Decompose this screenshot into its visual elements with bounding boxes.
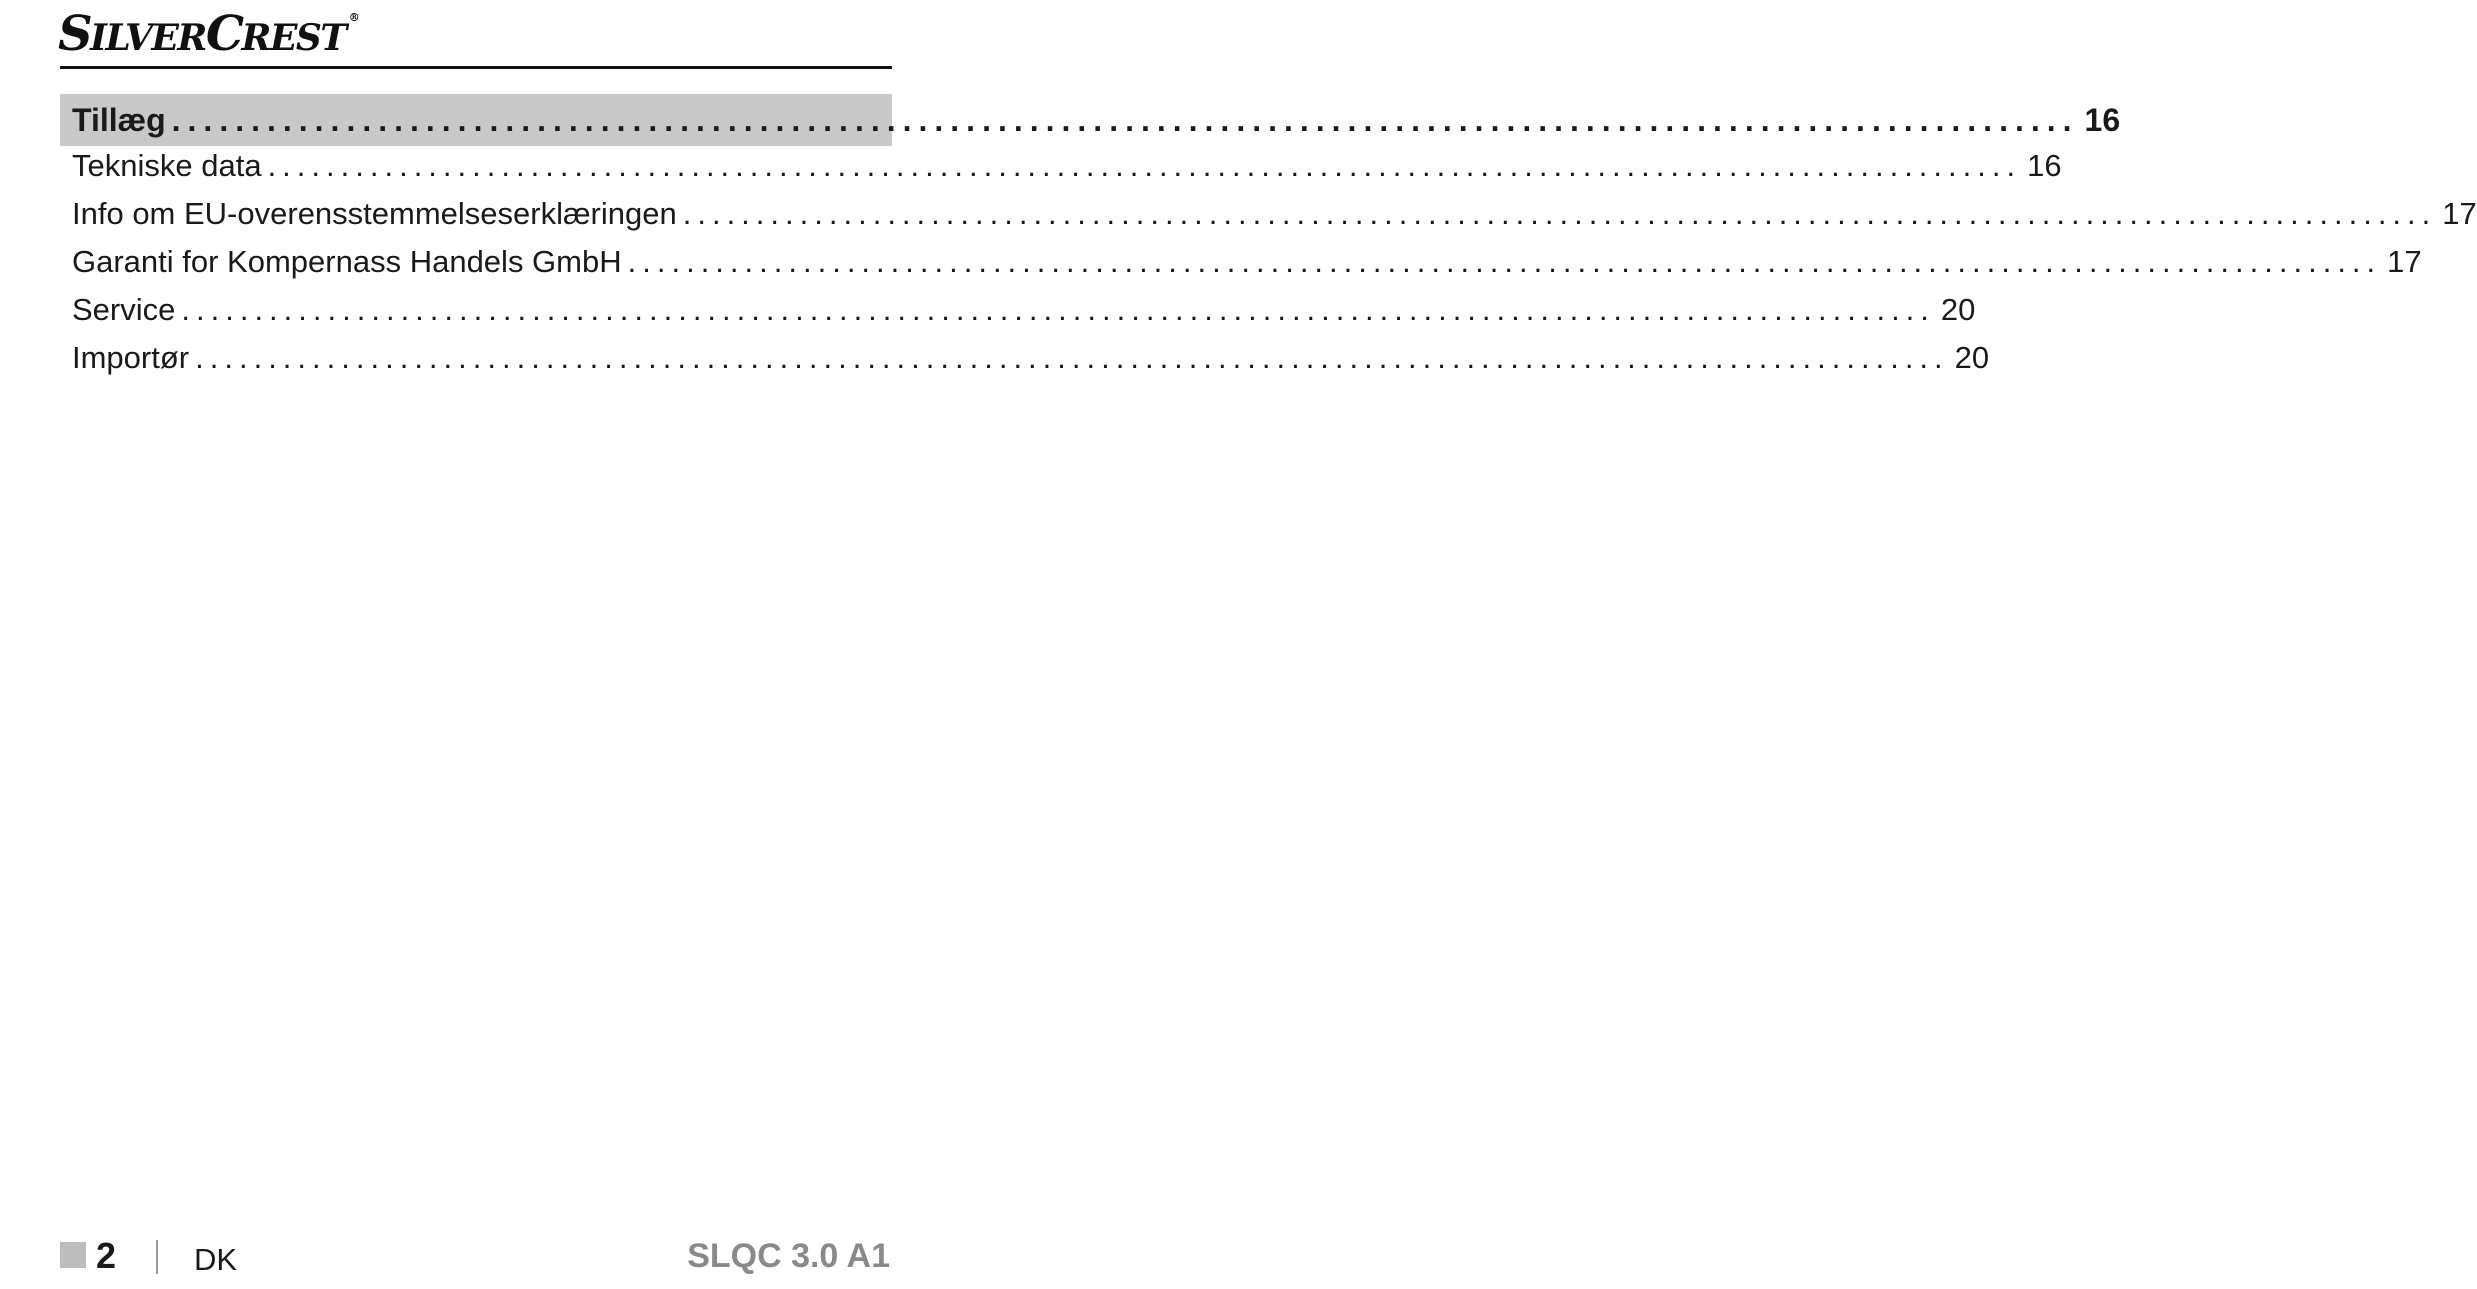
page-footer	[0, 1236, 950, 1286]
toc-item-page: 20	[1940, 292, 1976, 327]
leader-dots: ........................................................................................................................	[181, 292, 1935, 327]
toc-item-page: 17	[2442, 196, 2477, 231]
toc-item-page: 17	[2387, 244, 2422, 279]
registered-mark: ®	[348, 11, 360, 24]
toc-item-title: Importør	[72, 340, 190, 375]
brand-logo: SILVERCREST ®	[58, 6, 360, 62]
leader-dots: ........................................................................................................................	[171, 101, 2079, 138]
toc-item-title: Info om EU-overensstemmelseserklæringen	[72, 196, 677, 231]
toc-item-title: Tekniske data	[72, 148, 262, 183]
footer-divider	[156, 1240, 158, 1274]
page-number: 2	[96, 1235, 117, 1276]
leader-dots: ........................................................................................................................	[267, 148, 2022, 183]
language-code: DK	[194, 1242, 238, 1277]
toc-item-title: Garanti for Kompernass Handels GmbH	[72, 244, 622, 279]
leader-dots: ........................................................................................................................	[627, 244, 2382, 279]
toc-section-tillaeg[interactable]	[60, 94, 2121, 146]
footer-square-marker	[60, 1242, 86, 1268]
toc-item-garanti[interactable]	[60, 244, 2422, 292]
toc-item-service[interactable]	[60, 292, 1976, 340]
table-of-contents	[60, 94, 2477, 388]
model-number: SLQC 3.0 A1	[687, 1237, 890, 1275]
toc-item-importor[interactable]	[60, 340, 1990, 388]
toc-item-eu-declaration[interactable]	[60, 196, 2477, 244]
leader-dots: ........................................................................................................................	[682, 196, 2437, 231]
leader-dots: ........................................................................................................................	[195, 340, 1949, 375]
toc-section-page: 16	[2084, 101, 2121, 138]
toc-section-title: Tillæg	[72, 101, 166, 138]
toc-item-title: Service	[72, 292, 176, 327]
toc-item-page: 16	[2027, 148, 2062, 183]
toc-item-tekniske-data[interactable]	[60, 148, 2062, 196]
toc-item-page: 20	[1954, 340, 1990, 375]
header-rule	[60, 66, 892, 69]
